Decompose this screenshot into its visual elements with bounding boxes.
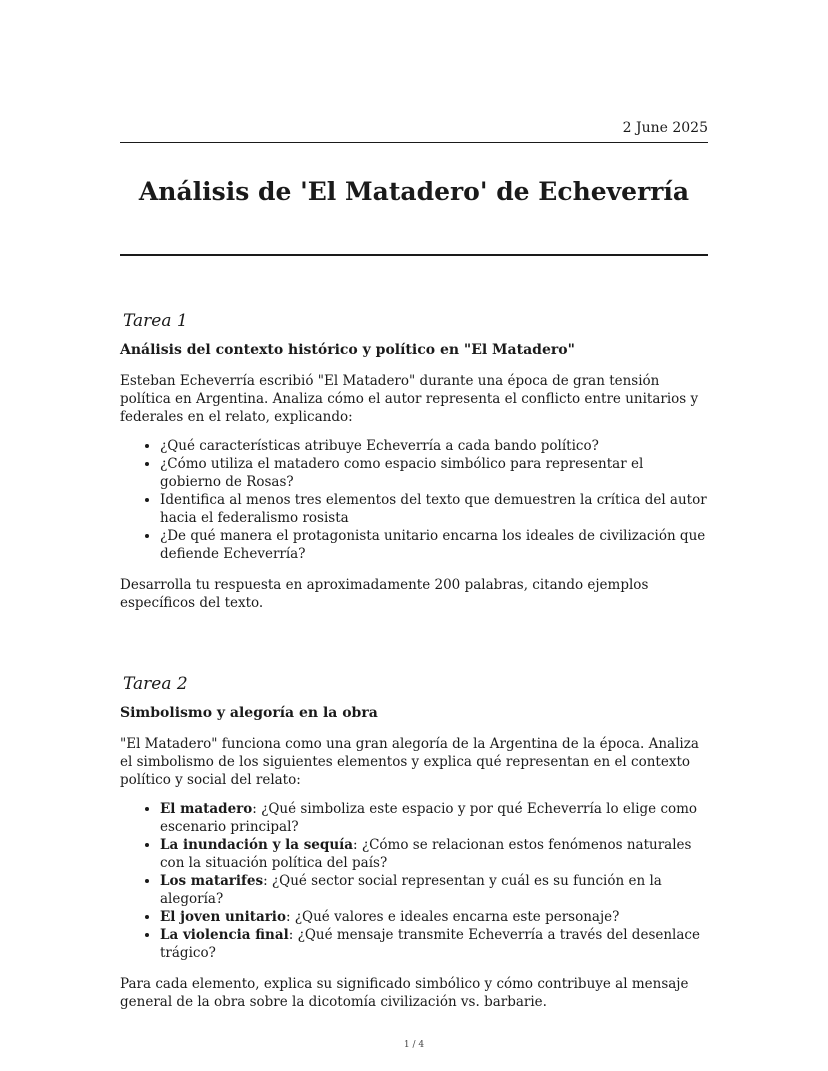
- task-2-intro: "El Matadero" funciona como una gran alegoría de la Argentina de la época. Analiza el simbolismo de los siguientes elementos y explica qué representan en el contexto político y social del relato:: [120, 736, 699, 788]
- task-1-subtitle: Análisis del contexto histórico y político en "El Matadero": [120, 342, 575, 358]
- list-item-text: : ¿Qué simboliza este espacio y por qué Echeverría lo elige como escenario principal?: [160, 801, 698, 835]
- list-item: [160, 527, 708, 563]
- list-item-text: ¿De qué manera el protagonista unitario encarna los ideales de civilización que defiende Echeverría?: [160, 528, 706, 562]
- list-item-text: Identifica al menos tres elementos del texto que demuestren la crítica del autor hacia el federalismo rosista: [160, 492, 707, 526]
- task-1-closing: Desarrolla tu respuesta en aproximadamente 200 palabras, citando ejemplos específicos del texto.: [120, 577, 649, 611]
- list-item: [160, 455, 708, 491]
- list-item-text: : ¿Qué valores e ideales encarna este personaje?: [285, 909, 620, 925]
- list-item-text: : ¿Qué sector social representan y cuál es su función en la alegoría?: [160, 873, 662, 907]
- page-number: 1 / 4: [403, 1040, 425, 1050]
- list-item-text: : ¿Qué mensaje transmite Echeverría a través del desenlace trágico?: [160, 927, 700, 961]
- task-1-section: [120, 310, 708, 612]
- title-divider: [120, 254, 708, 256]
- task-2-section: [120, 673, 708, 1011]
- list-item-text: ¿Cómo utiliza el matadero como espacio simbólico para representar el gobierno de Rosas?: [160, 456, 644, 490]
- list-item-text: : ¿Cómo se relacionan estos fenómenos naturales con la situación política del país?: [160, 837, 692, 871]
- task-2-subtitle: Simbolismo y alegoría en la obra: [120, 705, 378, 721]
- list-item-term: La violencia final: [160, 927, 289, 943]
- list-item: [160, 437, 708, 455]
- list-item: [160, 800, 708, 836]
- list-item: [160, 908, 708, 926]
- list-item-term: Los matarifes: [160, 873, 264, 889]
- list-item: [160, 926, 708, 962]
- task-1-intro: Esteban Echeverría escribió "El Matadero" durante una época de gran tensión política en Argentina. Analiza cómo el autor representa el conflicto entre unitarios y federales en el relato, explicando:: [120, 373, 699, 425]
- task-2-element-list: [120, 800, 708, 962]
- document-page: [120, 0, 708, 1071]
- list-item: [160, 872, 708, 908]
- list-item: [160, 491, 708, 527]
- header-divider: [120, 142, 708, 143]
- list-item: [160, 836, 708, 872]
- task-2-closing: Para cada elemento, explica su significado simbólico y cómo contribuye al mensaje general de la obra sobre la dicotomía civilización vs. barbarie.: [120, 976, 689, 1010]
- task-1-heading: Tarea 1: [123, 311, 188, 331]
- document-date: 2 June 2025: [622, 120, 708, 136]
- document-title: Análisis de 'El Matadero' de Echeverría: [138, 177, 690, 206]
- list-item-term: El joven unitario: [160, 909, 286, 925]
- task-1-question-list: [120, 437, 708, 563]
- list-item-term: El matadero: [160, 801, 253, 817]
- task-2-heading: Tarea 2: [123, 674, 188, 694]
- list-item-text: ¿Qué características atribuye Echeverría a cada bando político?: [160, 438, 599, 454]
- list-item-term: La inundación y la sequía: [160, 837, 354, 853]
